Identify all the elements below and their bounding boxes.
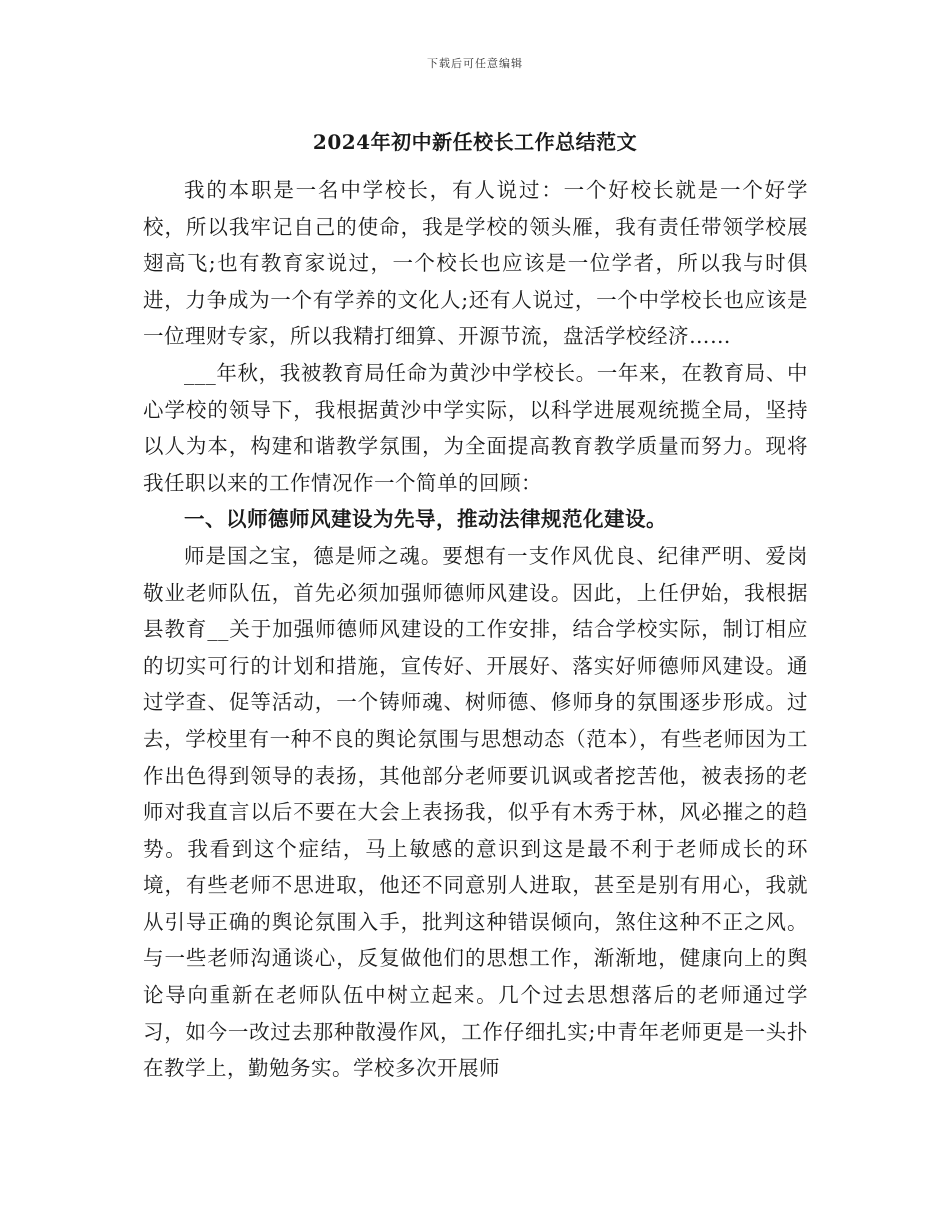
- document-body: [143, 172, 808, 1087]
- header-note: 下载后可任意编辑: [427, 57, 523, 70]
- document-title: 2024年初中新任校长工作总结范文: [312, 130, 638, 154]
- section-heading: 一、以师德师风建设为先导，推动法律规范化建设。: [184, 507, 667, 532]
- overview-paragraph: ___年秋，我被教育局任命为黄沙中学校长。一年来，在教育局、中心学校的领导下，我根据黄沙中学实际，以科学进展观统揽全局，坚持以人为本，构建和谐教学氛围，为全面提高教育教学质量而努力。现将我任职以来的工作情况作一个简单的回顾：: [143, 360, 808, 495]
- section-paragraph: 师是国之宝，德是师之魂。要想有一支作风优良、纪律严明、爱岗敬业老师队伍，首先必须加强师德师风建设。因此，上任伊始，我根据县教育__关于加强师德师风建设的工作安排，结合学校实际，制订相应的切实可行的计划和措施，宣传好、开展好、落实好师德师风建设。通过学查、促等活动，一个铸师魂、树师德、修师身的氛围逐步形成。过去，学校里有一种不良的舆论氛围与思想动态（范本），有些老师因为工作出色得到领导的表扬，其他部分老师要讥讽或者挖苦他，被表扬的老师对我直言以后不要在大会上表扬我，似乎有木秀于林，风必摧之的趋势。我看到这个症结，马上敏感的意识到这是最不利于老师成长的环境，有些老师不思进取，他还不同意别人进取，甚至是别有用心，我就从引导正确的舆论氛围入手，批判这种错误倾向，煞住这种不正之风。与一些老师沟通谈心，反复做他们的思想工作，渐渐地，健康向上的舆论导向重新在老师队伍中树立起来。几个过去思想落后的老师通过学习，如今一改过去那种散漫作风，工作仔细扎实;中青年老师更是一头扑在教学上，勤勉务实。学校多次开展师: [143, 543, 808, 1081]
- intro-paragraph: 我的本职是一名中学校长，有人说过：一个好校长就是一个好学校，所以我牢记自己的使命，我是学校的领头雁，我有责任带领学校展翅高飞;也有教育家说过，一个校长也应该是一位学者，所以我与时俱进，力争成为一个有学养的文化人;还有人说过，一个中学校长也应该是一位理财专家，所以我精打细算、开源节流，盘活学校经济……: [143, 178, 808, 349]
